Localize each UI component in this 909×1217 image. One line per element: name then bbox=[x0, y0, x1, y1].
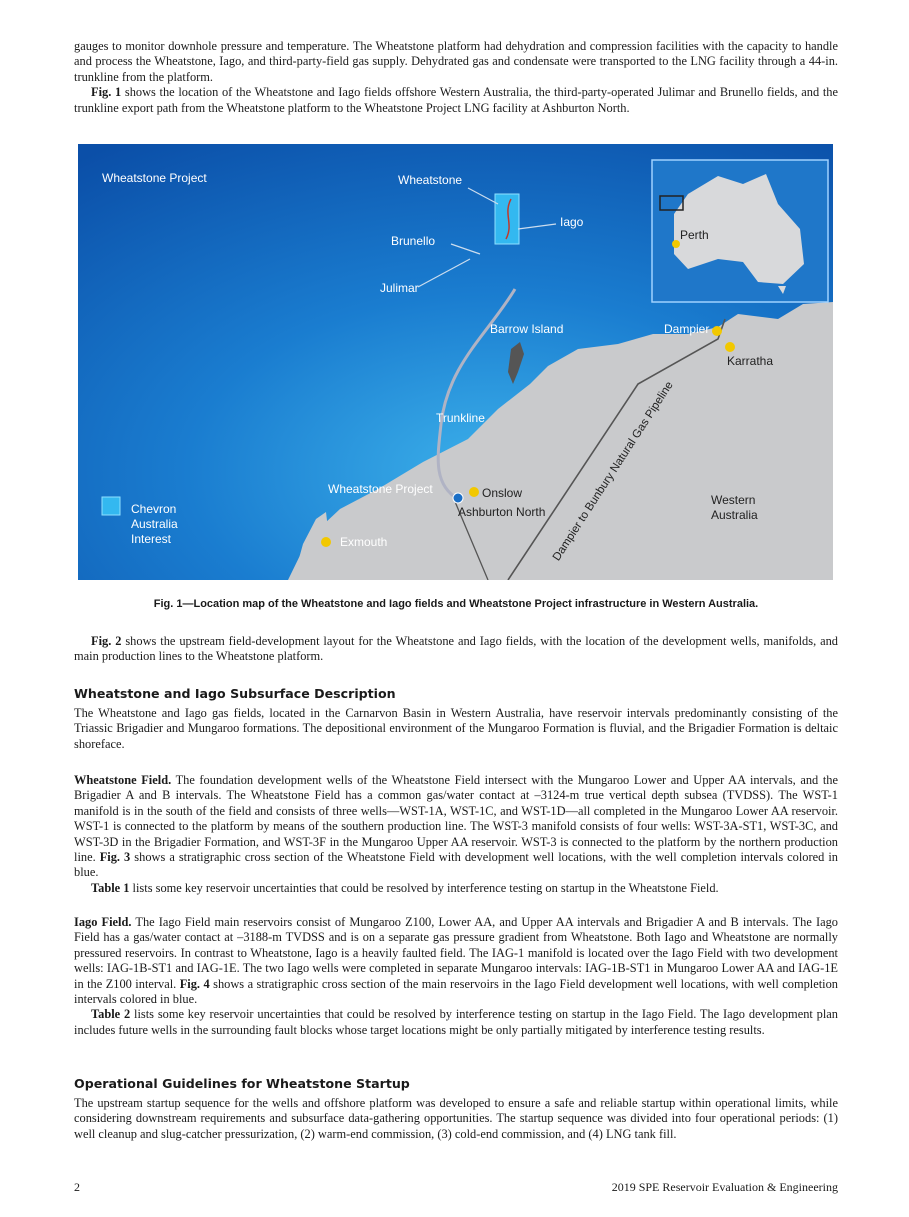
table-ref: Table 2 bbox=[91, 1007, 131, 1022]
iago-field-text bbox=[74, 915, 838, 1038]
section2-text bbox=[74, 1096, 838, 1142]
paragraph-text: lists some key reservoir uncertainties that could be resolved by interference testing on startup in the Wheatstone Field. bbox=[129, 880, 719, 895]
label-julimar: Julimar bbox=[380, 281, 419, 295]
label-brunello: Brunello bbox=[391, 234, 436, 248]
figure-caption: Fig. 1—Location map of the Wheatstone and Iago fields and Wheatstone Project infrastructure in Western Australia. bbox=[153, 598, 759, 610]
intro-text bbox=[74, 39, 838, 116]
figure-ref: Fig. 2 bbox=[91, 634, 122, 648]
dampier-dot bbox=[712, 326, 722, 336]
paragraph-text: shows a stratigraphic cross section of the Wheatstone Field with development well locations, with the well completion intervals colored in blue. bbox=[74, 850, 838, 880]
figure-ref: Fig. 4 bbox=[179, 976, 210, 991]
subheading: Iago Field. bbox=[74, 915, 132, 929]
journal-footer: 2019 SPE Reservoir Evaluation & Engineering bbox=[611, 1180, 838, 1194]
label-australia: Australia bbox=[711, 508, 758, 522]
paragraph bbox=[74, 634, 838, 665]
label-trunkline: Trunkline bbox=[436, 411, 485, 425]
label-karratha: Karratha bbox=[727, 354, 774, 368]
label-ashburton-north: Ashburton North bbox=[458, 505, 546, 519]
subheading: Wheatstone Field. bbox=[74, 773, 172, 787]
map-title: Wheatstone Project bbox=[102, 171, 207, 185]
label-iago: Iago bbox=[560, 215, 584, 229]
paragraph bbox=[74, 915, 838, 1007]
paragraph bbox=[74, 773, 838, 881]
onslow-dot bbox=[469, 487, 479, 497]
figure-ref: Fig. 1 bbox=[91, 85, 122, 100]
paragraph: gauges to monitor downhole pressure and temperature. The Wheatstone platform had dehydration and compression facilities with the capacity to handle and process the Wheatstone, Iago, and third-party-field gas supply. Dehydrated gas and condensate were transported to the LNG facility through a 44-in. trunkline from the platform. bbox=[74, 39, 838, 84]
label-western: Western bbox=[711, 493, 756, 507]
label-barrow-island: Barrow Island bbox=[490, 322, 564, 336]
label-onslow: Onslow bbox=[482, 486, 523, 500]
paragraph: The Wheatstone and Iago gas fields, located in the Carnarvon Basin in Western Australia, have reservoir intervals predominantly consisting of the Triassic Brigadier and Mungaroo formations. The depositional environment of the Mungaroo Formation is fluvial, and the Brigadier Formation is deltaic shoreface. bbox=[74, 706, 838, 751]
label-exmouth: Exmouth bbox=[340, 535, 388, 549]
paragraph-text: lists some key reservoir uncertainties that could be resolved by interference testing on startup in the Iago Field. The Iago development plan includes future wells in the surrounding fault blocks whose target locations might be only partially mitigated by interference testing results. bbox=[74, 1007, 838, 1037]
perth-dot bbox=[672, 240, 680, 248]
exmouth-dot bbox=[321, 537, 331, 547]
label-pipeline: Dampier to Bunbury Natural Gas Pipeline bbox=[550, 379, 676, 564]
section-heading: Operational Guidelines for Wheatstone Startup bbox=[74, 1076, 410, 1091]
paragraph bbox=[74, 85, 838, 116]
paragraph-text: shows the location of the Wheatstone and Iago fields offshore Western Australia, the third-party-operated Julimar and Brunello fields, and the trunkline export path from the Wheatstone platform to the Wheatstone Project LNG facility at Ashburton North. bbox=[74, 85, 838, 115]
legend-label-1: Chevron bbox=[131, 502, 177, 516]
location-map bbox=[78, 144, 833, 580]
paragraph: The upstream startup sequence for the wells and offshore platform was developed to ensure a safe and reliable startup within operational limits, while considering downstream requirements and subsurface data-gathering opportunities. The startup sequence was divided into four operational periods: (1) well cleanup and slug-catcher pressurization, (2) warm-end commission, (3) cold-end commission, and (4) LNG tank fill. bbox=[74, 1096, 838, 1141]
label-dampier: Dampier bbox=[664, 322, 710, 336]
section1-intro bbox=[74, 706, 838, 752]
paragraph-text: The Iago Field main reservoirs consist of Mungaroo Z100, Lower AA, and Upper AA intervals and Brigadier A and B intervals. The Iago Field has a gas/water contact at –3188-m TVDSS and is on a separate gas pressure gradient from Wheatstone. Both Iago and Wheatstone are normally pressured reservoirs. In contrast to Wheatstone, Iago is a heavily faulted field. The IAG-1 manifold is located over the Iago Field with two development wells: IAG-1B-ST1 and IAG-1E. The two Iago wells were completed in separate Mungaroo intervals: IAG-1B-ST1 in Mungaroo Lower AA and IAG-1E in the Z100 interval. bbox=[74, 915, 838, 991]
karratha-dot bbox=[725, 342, 735, 352]
legend-label-3: Interest bbox=[131, 532, 172, 546]
legend-swatch bbox=[102, 497, 120, 515]
ashburton-dot bbox=[453, 493, 463, 503]
section-heading: Wheatstone and Iago Subsurface Description bbox=[74, 686, 396, 701]
paragraph-text: shows a stratigraphic cross section of the main reservoirs in the Iago Field development well locations, with well completion intervals colored in blue. bbox=[74, 976, 839, 1007]
legend-label-2: Australia bbox=[131, 517, 178, 531]
paragraph bbox=[74, 881, 838, 896]
wheatstone-field-text bbox=[74, 773, 838, 896]
label-wheatstone: Wheatstone bbox=[398, 173, 463, 187]
table-ref: Table 1 bbox=[91, 880, 130, 895]
label-wheatstone-project: Wheatstone Project bbox=[328, 482, 433, 496]
page-number: 2 bbox=[74, 1180, 80, 1194]
label-perth: Perth bbox=[680, 228, 709, 242]
paragraph-text: shows the upstream field-development layout for the Wheatstone and Iago fields, with the location of the development wells, manifolds, and main production lines to the Wheatstone platform. bbox=[74, 634, 838, 664]
figure-ref: Fig. 3 bbox=[99, 850, 131, 865]
paragraph bbox=[74, 1007, 838, 1038]
fig2-paragraph bbox=[74, 634, 838, 665]
paragraph-text: The foundation development wells of the Wheatstone Field intersect with the Mungaroo Lower and Upper AA intervals, and the Brigadier A and B intervals. The Wheatstone Field has a common gas/water contact at –3124-m true vertical depth subsea (TVDSS). The WST-1 manifold is in the south of the field and consists of three wells—WST-1A, WST-1C, and WST-1D—all completed in the Mungaroo Lower AA reservoir. WST-1 is connected to the platform by means of the southern production line. The WST-3 manifold consists of four wells: WST-3A-ST1, WST-3C, and WST-3D in the Brigadier Formation, and WST-3F in the Mungaroo Upper AA reservoir. WST-3 is connected to the platform by the northern production line. bbox=[74, 773, 838, 865]
